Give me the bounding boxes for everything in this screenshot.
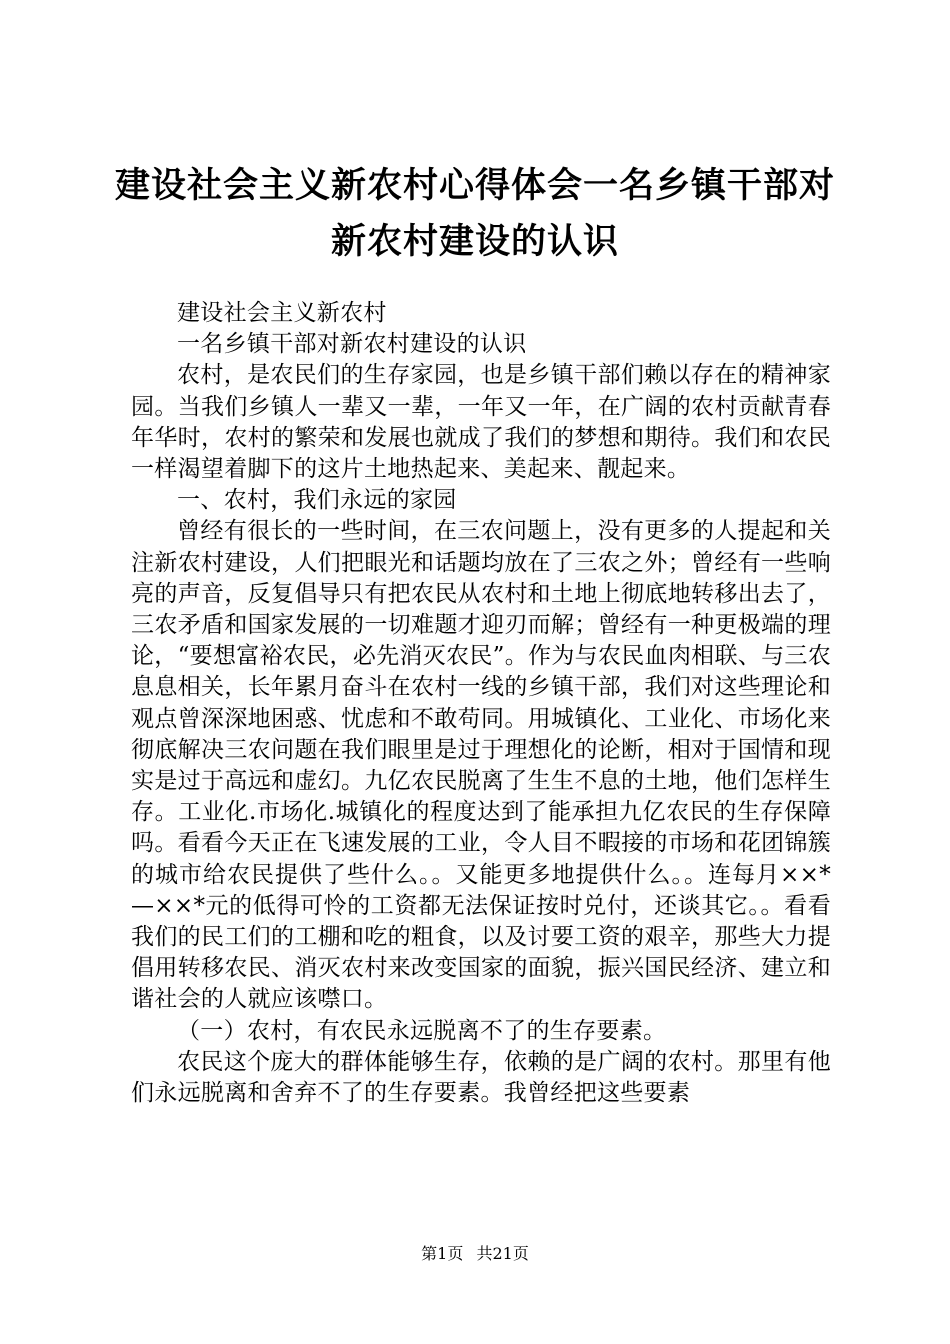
section-heading: 一、农村，我们永远的家园	[177, 487, 457, 514]
page-footer	[0, 1243, 950, 1265]
document-body	[131, 298, 831, 1109]
paragraph: 农村，是农民们的生存家园，也是乡镇干部们赖以存在的精神家园。当我们乡镇人一辈又一辈，一年又一年，在广阔的农村贡献青春年华时，农村的繁荣和发展也就成了我们的梦想和期待。我们和农民一样渴望着脚下的这片土地热起来、美起来、靓起来。	[131, 362, 831, 483]
page-total: 共21页	[476, 1244, 529, 1263]
paragraph: 农民这个庞大的群体能够生存，依赖的是广阔的农村。那里有他们永远脱离和舍弃不了的生存要素。我曾经把这些要素	[131, 1048, 831, 1107]
title-line-2: 新农村建设的认识	[330, 222, 619, 262]
paragraph: 曾经有很长的一些时间，在三农问题上，没有更多的人提起和关注新农村建设，人们把眼光和话题均放在了三农之外；曾经有一些响亮的声音，反复倡导只有把农民从农村和土地上彻底地转移出去了，三农矛盾和国家发展的一切难题才迎刃而解；曾经有一种更极端的理论，“要想富裕农民，必先消灭农民”。作为与农民血肉相联、与三农息息相关，长年累月奋斗在农村一线的乡镇干部，我们对这些理论和观点曾深深地困惑、忧虑和不敢苟同。用城镇化、工业化、市场化来彻底解决三农问题在我们眼里是过于理想化的论断，相对于国情和现实是过于高远和虚幻。九亿农民脱离了生生不息的土地，他们怎样生存。工业化.市场化.城镇化的程度达到了能承担九亿农民的生存保障吗。看看今天正在飞速发展的工业，令人目不暇接的市场和花团锦簇的城市给农民提供了些什么。。又能更多地提供什么。。连每月××*—××*元的低得可怜的工资都无法保证按时兑付，还谈其它。。看看我们的民工们的工棚和吃的粗食，以及讨要工资的艰辛，那些大力提倡用转移农民、消灭农村来改变国家的面貌，振兴国民经济、建立和谐社会的人就应该噤口。	[131, 518, 831, 1013]
document-title	[100, 158, 850, 270]
subsection-heading: （一）农村，有农民永远脱离不了的生存要素。	[177, 1017, 667, 1044]
page-number: 第1页	[421, 1244, 464, 1263]
paragraph: 建设社会主义新农村	[177, 300, 387, 326]
title-line-1: 建设社会主义新农村心得体会一名乡镇干部对	[114, 166, 835, 206]
paragraph: 一名乡镇干部对新农村建设的认识	[177, 331, 527, 358]
